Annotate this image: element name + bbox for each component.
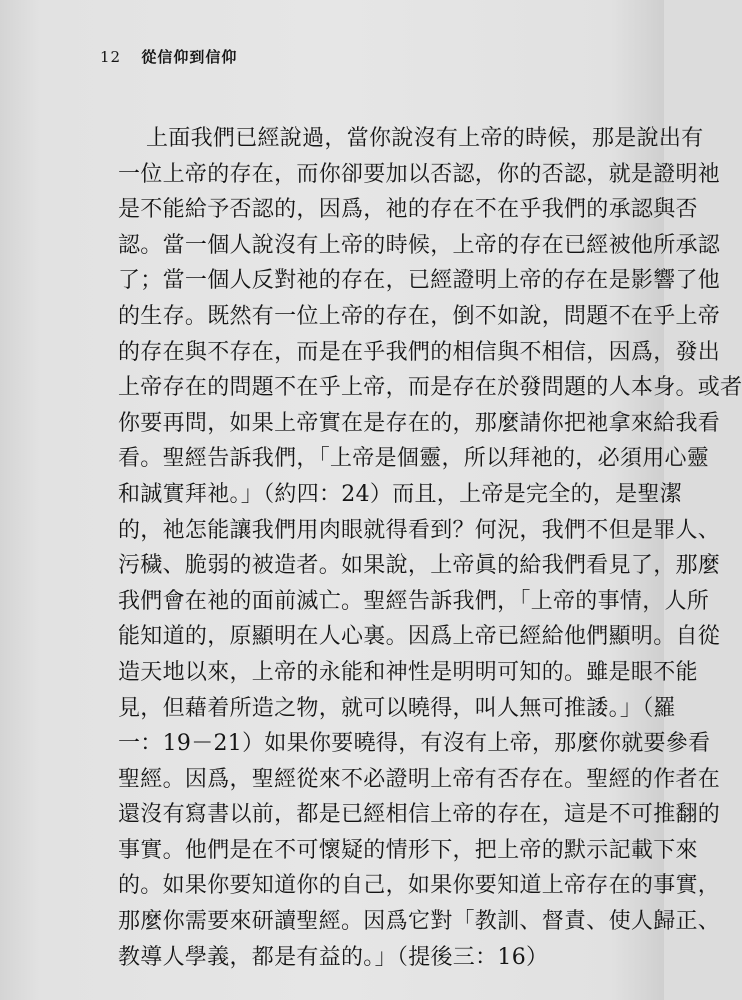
book-title: 從信仰到信仰 (141, 48, 238, 66)
text-line: 一位上帝的存在，而你卻要加以否認，你的否認，就是證明祂 (118, 161, 721, 187)
text-line: 聖經。因爲，聖經從來不必證明上帝有否存在。聖經的作者在 (118, 766, 721, 792)
text-line: 見，但藉着所造之物，就可以曉得，叫人無可推諉。」（羅 (118, 695, 676, 721)
text-line: 造天地以來，上帝的永能和神性是明明可知的。雖是眼不能 (118, 659, 698, 685)
text-line: 一：19－21）如果你要曉得，有沒有上帝，那麼你就要參看 (118, 731, 711, 757)
text-line: 的，祂怎能讓我們用肉眼就得看到？何況，我們不但是罪人、 (118, 517, 721, 543)
text-line: 的生存。既然有一位上帝的存在，倒不如說，問題不在乎上帝 (118, 303, 721, 329)
body-text (118, 121, 742, 975)
text-line: 我們會在祂的面前滅亡。聖經告訴我們，「上帝的事情，人所 (118, 588, 710, 614)
running-header (100, 46, 237, 67)
text-line: 污穢、脆弱的被造者。如果說，上帝眞的給我們看見了，那麼 (118, 553, 721, 579)
text-line: 那麼你需要來研讀聖經。因爲它對「教訓、督責、使人歸正、 (118, 909, 721, 935)
text-line: 事實。他們是在不可懷疑的情形下，把上帝的默示記載下來 (118, 837, 698, 863)
text-line: 是不能給予否認的，因爲，祂的存在不在乎我們的承認與否 (118, 197, 698, 223)
text-line: 教導人學義，都是有益的。」（提後三：16） (118, 944, 549, 970)
text-line: 看。聖經告訴我們，「上帝是個靈，所以拜祂的，必須用心靈 (118, 446, 710, 472)
text-line: 了；當一個人反對祂的存在，已經證明上帝的存在是影響了他 (118, 268, 721, 294)
text-line: 上帝存在的問題不在乎上帝，而是存在於發問題的人本身。或者 (118, 375, 742, 401)
text-line: 和誠實拜祂。」（約四：24）而且，上帝是完全的，是聖潔 (118, 481, 683, 507)
text-line: 還沒有寫書以前，都是已經相信上帝的存在，這是不可推翻的 (118, 802, 721, 828)
text-line: 能知道的，原顯明在人心裏。因爲上帝已經給他們顯明。自從 (118, 624, 721, 650)
text-line: 認。當一個人說沒有上帝的時候，上帝的存在已經被他所承認 (118, 232, 721, 258)
text-line: 的存在與不存在，而是在乎我們的相信與不相信，因爲，發出 (118, 339, 721, 365)
text-line: 的。如果你要知道你的自己，如果你要知道上帝存在的事實， (118, 873, 721, 899)
text-line: 你要再問，如果上帝實在是存在的，那麼請你把祂拿來給我看 (118, 410, 721, 436)
text-line: 上面我們已經說過，當你說沒有上帝的時候，那是說出有 (146, 126, 704, 151)
page-number: 12 (100, 48, 122, 66)
